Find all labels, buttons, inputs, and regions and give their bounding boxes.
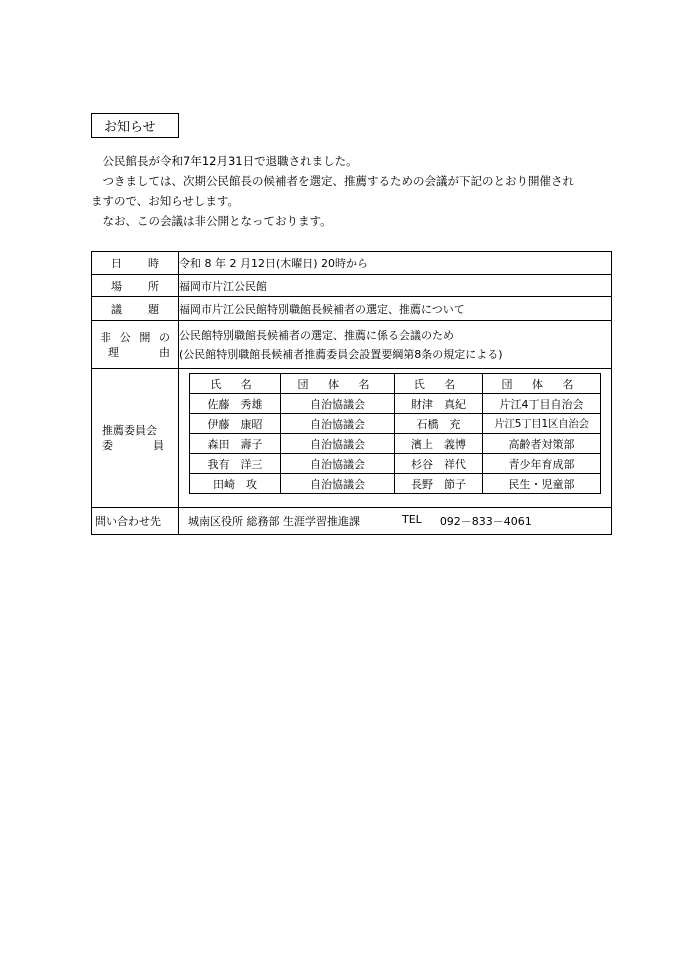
member-group: 自治協議会: [281, 414, 395, 434]
paragraph-4: なお、この会議は非公開となっております。: [91, 214, 332, 228]
member-group: 高齢者対策部: [483, 434, 601, 454]
member-row: [190, 434, 601, 454]
member-name: 財津 真紀: [395, 394, 483, 414]
label-committee: [92, 369, 179, 508]
member-group: 片江4丁目自治会: [483, 394, 601, 414]
value-place: 福岡市片江公民館: [179, 275, 612, 297]
label-agenda-char-2: 題: [148, 302, 159, 316]
member-group: 自治協議会: [281, 434, 395, 454]
member-name: 濱上 義博: [395, 434, 483, 454]
header-group-2: 団 体 名: [483, 374, 601, 394]
row-contact: [92, 508, 612, 535]
header-name-1: 氏 名: [190, 374, 281, 394]
header-name-2: 氏 名: [395, 374, 483, 394]
private-reason-line-2: (公民館特別職館長候補者推薦委員会設置要綱第8条の規定による): [179, 347, 503, 361]
private-reason-line-1: 公民館特別職館長候補者の選定、推薦に係る会議のため: [179, 328, 454, 342]
member-row: [190, 394, 601, 414]
label-private-char-4: の: [158, 330, 170, 344]
value-contact: [179, 508, 612, 535]
committee-members-table: [189, 373, 601, 494]
row-agenda: [92, 297, 612, 321]
meeting-info-table: [91, 251, 612, 535]
member-row: [190, 454, 601, 474]
paragraph-2: つきましては、次期公民館長の候補者を選定、推薦するための会議が下記のとおり開催され: [91, 174, 574, 188]
label-private-reason: [92, 321, 179, 369]
member-name: 我有 洋三: [190, 454, 281, 474]
label-member-char-1: 委: [102, 439, 113, 452]
member-name: 杉谷 祥代: [395, 454, 483, 474]
label-reason-char-2: 由: [159, 345, 170, 359]
label-date-char-2: 時: [148, 257, 159, 270]
member-group: 自治協議会: [281, 454, 395, 474]
label-committee-line-1: 推薦委員会: [102, 424, 157, 437]
member-name: 森田 壽子: [190, 434, 281, 454]
row-date: [92, 252, 612, 275]
member-name: 石橋 充: [395, 414, 483, 434]
label-private-char-1: 非: [100, 330, 111, 344]
row-private-reason: [92, 321, 612, 369]
label-private-char-3: 開: [139, 330, 151, 344]
member-row: [190, 474, 601, 494]
member-name: 田崎 攻: [190, 474, 281, 494]
contact-office: 城南区役所 総務部 生涯学習推進課: [188, 515, 360, 528]
member-name: 佐藤 秀雄: [190, 394, 281, 414]
paragraph-1: 公民館長が令和7年12月31日で退職されました。: [91, 154, 358, 168]
label-agenda-char-1: 議: [111, 302, 122, 316]
paragraph-3: ますので、お知らせします。: [91, 194, 240, 208]
header-group-1: 団 体 名: [281, 374, 395, 394]
member-group: 青少年育成部: [483, 454, 601, 474]
label-private-char-2: 公: [119, 330, 131, 344]
label-place-char-1: 場: [111, 279, 122, 293]
row-committee: [92, 369, 612, 508]
notice-paragraphs: [91, 151, 601, 231]
row-place: [92, 275, 612, 297]
member-group: 自治協議会: [281, 474, 395, 494]
contact-tel-label: TEL: [402, 513, 422, 526]
value-private-reason: [179, 321, 612, 369]
committee-members-cell: [179, 369, 612, 508]
member-group: 片江5丁目1区自治会: [483, 414, 601, 434]
members-header-row: [190, 374, 601, 394]
label-reason-char-1: 理: [108, 345, 119, 359]
member-name: 長野 節子: [395, 474, 483, 494]
notice-title: お知らせ: [91, 113, 179, 138]
member-group: 民生・児童部: [483, 474, 601, 494]
label-date-char-1: 日: [111, 257, 122, 270]
member-row: [190, 414, 601, 434]
member-name: 伊藤 康昭: [190, 414, 281, 434]
value-date: 令和 8 年 2 月12日(木曜日) 20時から: [179, 252, 612, 275]
label-member-char-2: 員: [153, 439, 164, 452]
member-group: 自治協議会: [281, 394, 395, 414]
label-place-char-2: 所: [148, 279, 159, 293]
label-contact: 問い合わせ先: [92, 508, 179, 535]
value-agenda: 福岡市片江公民館特別職館長候補者の選定、推薦について: [179, 297, 612, 321]
contact-tel-number: 092－833－4061: [439, 515, 532, 528]
label-agenda: [92, 297, 179, 321]
label-date: [92, 252, 179, 275]
label-place: [92, 275, 179, 297]
